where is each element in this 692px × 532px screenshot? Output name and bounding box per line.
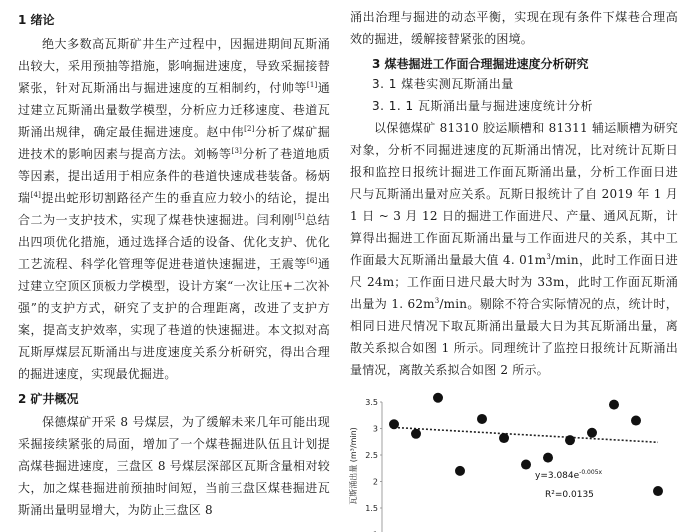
data-point [389,419,399,429]
y-tick-label: 2 [372,477,378,487]
y-axis-label: 瓦斯涌出量 (m³/min) [349,427,358,505]
unit-superscript: 3 [434,297,440,305]
data-point [565,435,575,445]
y-tick-label: 3.5 [365,398,378,407]
citation-ref: [3] [231,147,243,155]
paragraph-text: 通过建立瓦斯涌出量数学模型，分析应力迁移速度、巷道瓦斯涌出规律，确定最佳掘进速度。赵中伟 [18,81,330,139]
paragraph-text: 绝大多数高瓦斯矿井生产过程中，因掘进期间瓦斯涌出较大，采用预抽等措施，影响掘进速度，导致采掘接替紧张，针对瓦斯涌出与掘进速度的互相制约，付帅等 [18,37,330,95]
data-point [587,428,597,438]
paragraph-text: 提出蛇形切割路径产生的垂直应力较小的结论，提出合二为一支护技术，实现了煤巷快速掘进。闫利刚 [18,191,330,227]
data-point [521,460,531,470]
citation-ref: [2] [244,125,255,133]
section-2-paragraph: 保德煤矿开采 8 号煤层，为了缓解未来几年可能出现采掘接续紧张的局面，增加了一个煤巷掘进队伍且计划提高煤巷掘进速度，三盘区 8 号煤层深部区瓦斯含量相对较大，加之煤巷掘进前预抽时间短，当前三盘区煤巷掘进瓦斯涌出量明显增大，为防止三盘区 8 [18,415,330,517]
r-squared: R²=0.0135 [545,490,594,500]
figure-1-chart [350,396,670,532]
left-column [18,0,330,521]
section-1-title: 1 绪论 [18,13,55,27]
section-3-1-1-title: 3. 1. 1 瓦斯涌出量与掘进速度统计分析 [372,99,593,113]
citation-ref: [6] [306,257,318,265]
section-2-continued-paragraph: 涌出治理与掘进的动态平衡，实现在现有条件下煤巷合理高效的掘进，缓解接替紧张的困境。 [350,10,678,46]
section-1-paragraph [18,33,330,385]
data-point [433,393,443,403]
data-point [653,486,663,496]
data-point [543,453,553,463]
y-tick-label: 2.5 [365,451,378,460]
unit-superscript: 3 [546,253,551,261]
trend-equation-base: y=3.084e [535,471,580,481]
paragraph-text-b: /min，此时工作面日进尺 24m；工作面日进尺最大时为 33m，此时工作面瓦斯涌出量为 1. 62m [350,253,678,311]
paragraph-text-c: /min。剔除不符合实际情况的点，统计时，相同日进尺情况下取瓦斯涌出量最大日为其瓦斯涌出量，离散关系拟合如图 1 所示。同理统计了监控日报统计瓦斯涌出量情况，离散关系拟合如图 2 所示。 [350,297,678,377]
citation-ref: [5] [294,213,305,221]
citation-ref: [4] [30,191,42,199]
data-point [477,414,487,424]
data-point [499,433,509,443]
y-tick-label: 1.5 [365,504,378,513]
paragraph-text: 分析了巷道地质等因素，提出适用于相应条件的巷道快速成巷装备。杨炳瑞 [18,147,330,205]
right-column [350,0,678,381]
section-3-1-1-paragraph [350,117,678,381]
data-point [411,429,421,439]
citation-ref: [1] [306,81,318,89]
trend-equation-exponent: -0.005x [579,469,603,476]
paragraph-text: 分析了煤矿掘进技术的影响因素与提高方法。刘畅等 [18,125,330,161]
section-3-title: 3 煤巷掘进工作面合理掘进速度分析研究 [372,57,589,71]
chart-background [350,396,670,532]
paragraph-text: 总结出四项优化措施，通过选择合适的设备、优化支护、优化工艺流程、科学化管理等促进巷道快速掘进，王震等 [18,213,330,271]
section-3-1-title: 3. 1 煤巷实测瓦斯涌出量 [372,77,514,91]
y-tick-label: 3 [372,424,378,434]
paragraph-text: 通过建立空顶区顶板力学模型，设计方案“一次让压+二次补强”的支护方式，研究了支护的合理距离，改进了支护方案，提高支护效率，实现了巷道的快速掘进。本文拟对高瓦斯厚煤层瓦斯涌出与进度速度关系分析研究，得出合理的掘进速度，实现最优掘进。 [18,257,330,381]
paragraph-text-a: 以保德煤矿 81310 胶运顺槽和 81311 辅运顺槽为研究对象，分析不同掘进速度的瓦斯涌出情况，比对统计瓦斯日报和监控日报统计掘进工作面瓦斯涌出量，分析工作面日进尺与瓦斯涌出量对应关系。瓦斯日报统计了自 2019 年 1 月 1 日 ~ 3 月 12 日的掘进工作面进尺、产量、通风瓦斯，计算得出掘进工作面瓦斯涌出量与工作面进尺的关系，其中工作面最大瓦斯涌出量最大值 4. 01m [350,121,678,267]
data-point [609,400,619,410]
data-point [631,416,641,426]
section-2-title: 2 矿井概况 [18,392,79,406]
data-point [455,466,465,476]
